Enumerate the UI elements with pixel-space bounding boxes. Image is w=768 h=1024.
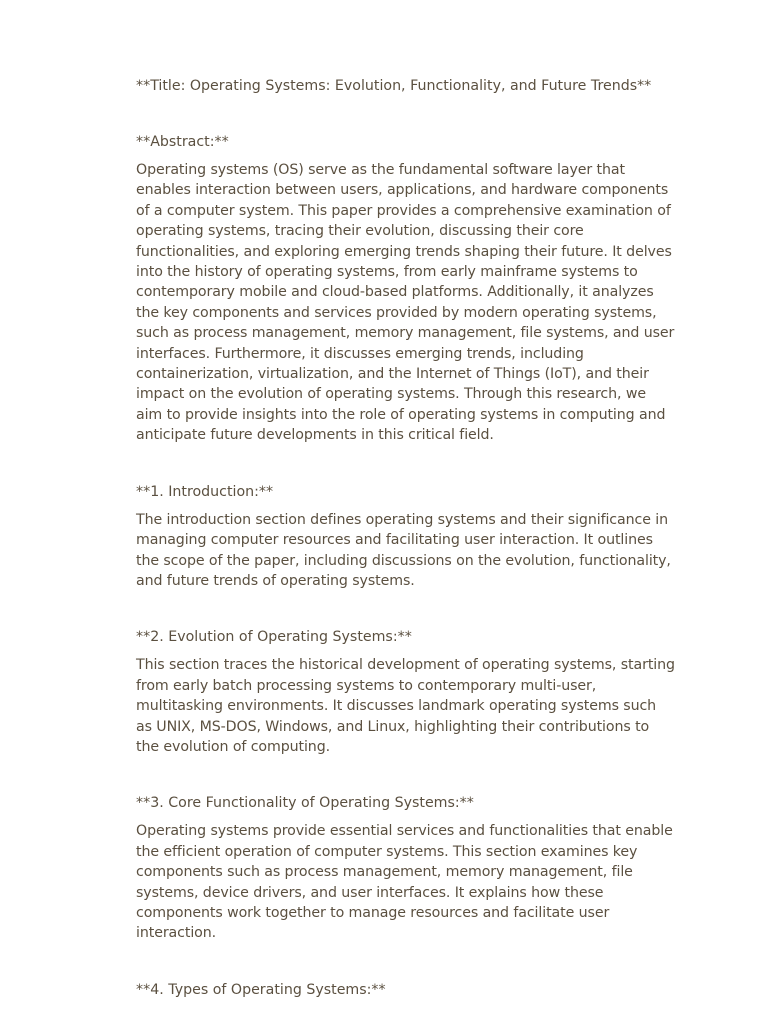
document-page — [136, 76, 676, 1008]
section-heading: **2. Evolution of Operating Systems:** — [136, 629, 412, 646]
document-title: **Title: Operating Systems: Evolution, Functionality, and Future Trends** — [136, 78, 652, 94]
section-types — [136, 980, 676, 1000]
section-heading: **3. Core Functionality of Operating Systems:** — [136, 795, 474, 812]
section-body: The introduction section defines operating systems and their significance in managing computer resources and facilitating user interaction. It outlines the scope of the paper, including discussions on the evolution, functionality, and future trends of operating systems. — [136, 511, 671, 589]
section-introduction — [136, 482, 676, 592]
section-body: This section traces the historical development of operating systems, starting from early batch processing systems to contemporary multi-user, multitasking environments. It discusses landmark operating systems such as UNIX, MS-DOS, Windows, and Linux, highlighting their contributions to the evolution of computing. — [136, 657, 675, 755]
section-abstract — [136, 132, 676, 446]
section-body: Operating systems provide essential services and functionalities that enable the efficient operation of computer systems. This section examines key components such as process management, memory management, file systems, device drivers, and user interfaces. It explains how these components work together to manage resources and facilitate user interaction. — [136, 823, 673, 942]
section-heading: **1. Introduction:** — [136, 483, 274, 500]
section-heading: **Abstract:** — [136, 134, 229, 150]
section-heading: **4. Types of Operating Systems:** — [136, 981, 386, 998]
section-core-functionality — [136, 793, 676, 943]
section-evolution — [136, 627, 676, 757]
section-body: Operating systems (OS) serve as the fundamental software layer that enables interaction between users, applications, and hardware components of a computer system. This paper provides a comprehensive examination of operating systems, tracing their evolution, discussing their core functionalities, and exploring emerging trends shaping their future. It delves into the history of operating systems, from early mainframe systems to contemporary mobile and cloud-based platforms. Additionally, it analyzes the key components and services provided by modern operating systems, such as process management, memory management, file systems, and user interfaces. Furthermore, it discusses emerging trends, including containerization, virtualization, and the Internet of Things (IoT), and their impact on the evolution of operating systems. Through this research, we aim to provide insights into the role of operating systems in computing and anticipate future developments in this critical field. — [136, 162, 675, 444]
